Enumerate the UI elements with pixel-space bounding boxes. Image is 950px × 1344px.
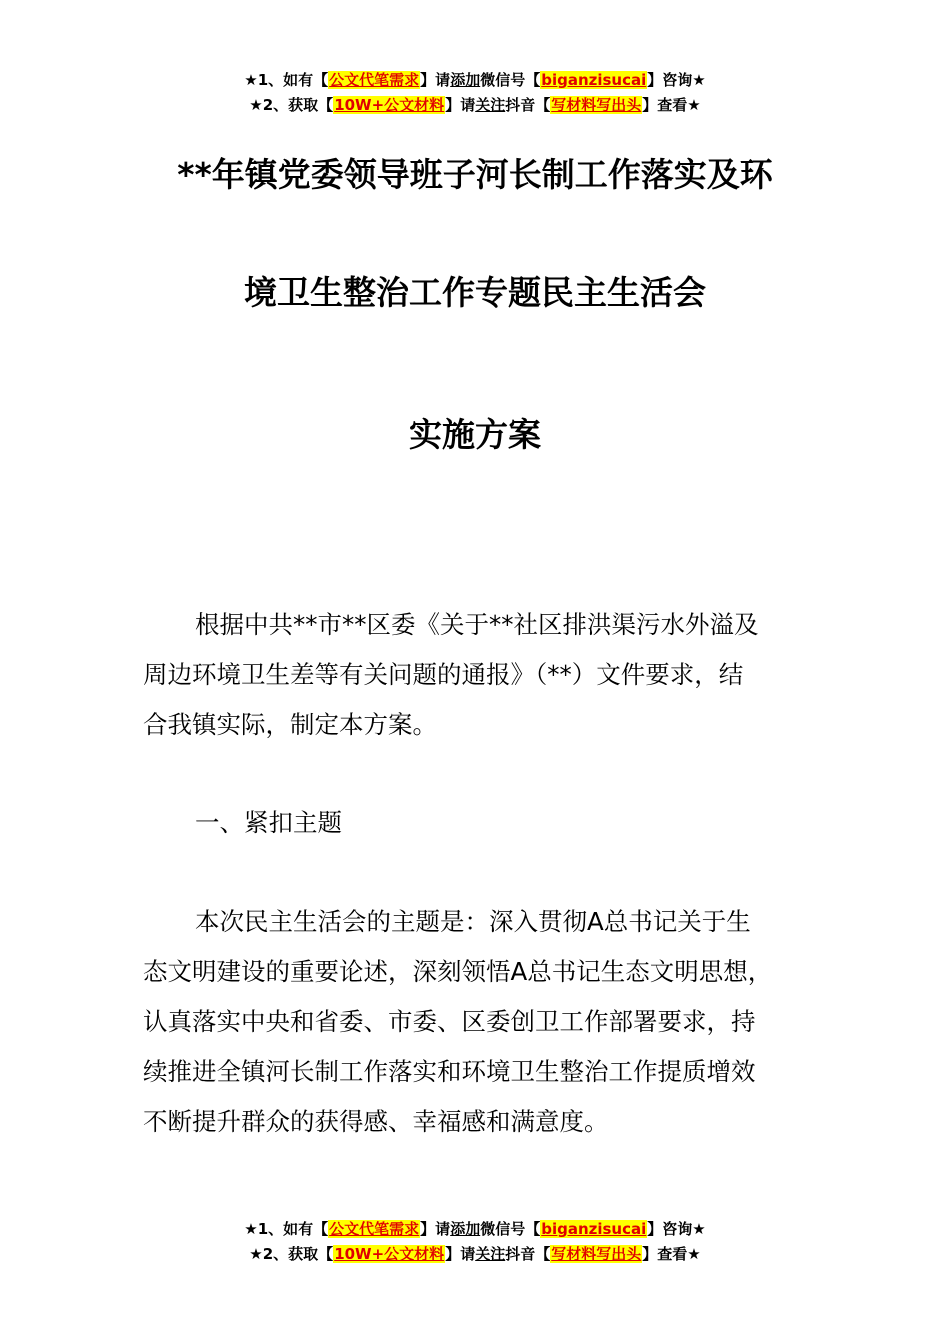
banner-text: 】请 [420, 71, 451, 89]
banner-text: ★1、如有【 [244, 1220, 329, 1238]
banner-wechat-id: biganzisucai [541, 1220, 647, 1238]
header-banner [0, 68, 950, 118]
paragraph-line: 认真落实中央和省委、市委、区委创卫工作部署要求，持 [143, 1007, 756, 1036]
banner-douyin-id: 写材料写出头 [551, 1245, 642, 1263]
banner-highlight: 公文代笔需求 [329, 1220, 420, 1238]
section-heading-1: 一、紧扣主题 [195, 808, 342, 837]
paragraph-line: 合我镇实际，制定本方案。 [143, 710, 437, 739]
banner-text: 微信号【 [480, 71, 541, 89]
paragraph-line: 本次民主生活会的主题是：深入贯彻A总书记关于生 [195, 907, 751, 936]
banner-text: 】咨询★ [647, 1220, 706, 1238]
banner-wechat-id: biganzisucai [541, 71, 647, 89]
banner-text: 】查看★ [642, 1245, 701, 1263]
document-title-line-3: 实施方案 [409, 415, 541, 454]
banner-text: 】请 [445, 96, 476, 114]
banner-text: 】咨询★ [647, 71, 706, 89]
banner-highlight: 10W+公文材料 [334, 1245, 445, 1263]
paragraph-theme [143, 897, 823, 1147]
banner-text: 抖音【 [505, 96, 551, 114]
banner-text: 】请 [445, 1245, 476, 1263]
banner-line-2 [0, 93, 950, 118]
paragraph-line: 态文明建设的重要论述，深刻领悟A总书记生态文明思想， [143, 957, 773, 986]
document-title-line-1: **年镇党委领导班子河长制工作落实及环 [177, 155, 773, 194]
banner-line-1 [0, 68, 950, 93]
banner-underlined: 关注 [475, 96, 506, 114]
paragraph-line: 续推进全镇河长制工作落实和环境卫生整治工作提质增效 [143, 1057, 756, 1086]
banner-text: 】查看★ [642, 96, 701, 114]
banner-text: ★1、如有【 [244, 71, 329, 89]
paragraph-line: 根据中共**市**区委《关于**社区排洪渠污水外溢及 [195, 610, 759, 639]
banner-highlight: 公文代笔需求 [329, 71, 420, 89]
paragraph-line: 周边环境卫生差等有关问题的通报》（**）文件要求，结 [143, 660, 744, 689]
banner-line-2 [0, 1242, 950, 1267]
banner-text: ★2、获取【 [249, 1245, 334, 1263]
banner-text: 】请 [420, 1220, 451, 1238]
footer-banner [0, 1217, 950, 1267]
paragraph-line: 不断提升群众的获得感、幸福感和满意度。 [143, 1107, 609, 1136]
banner-underlined: 添加 [450, 71, 481, 89]
banner-text: 微信号【 [480, 1220, 541, 1238]
paragraph-intro [143, 600, 823, 750]
banner-highlight: 10W+公文材料 [334, 96, 445, 114]
banner-text: 抖音【 [505, 1245, 551, 1263]
banner-text: ★2、获取【 [249, 96, 334, 114]
banner-underlined: 关注 [475, 1245, 506, 1263]
document-title-line-2: 境卫生整治工作专题民主生活会 [244, 273, 706, 312]
banner-underlined: 添加 [450, 1220, 481, 1238]
banner-douyin-id: 写材料写出头 [551, 96, 642, 114]
banner-line-1 [0, 1217, 950, 1242]
